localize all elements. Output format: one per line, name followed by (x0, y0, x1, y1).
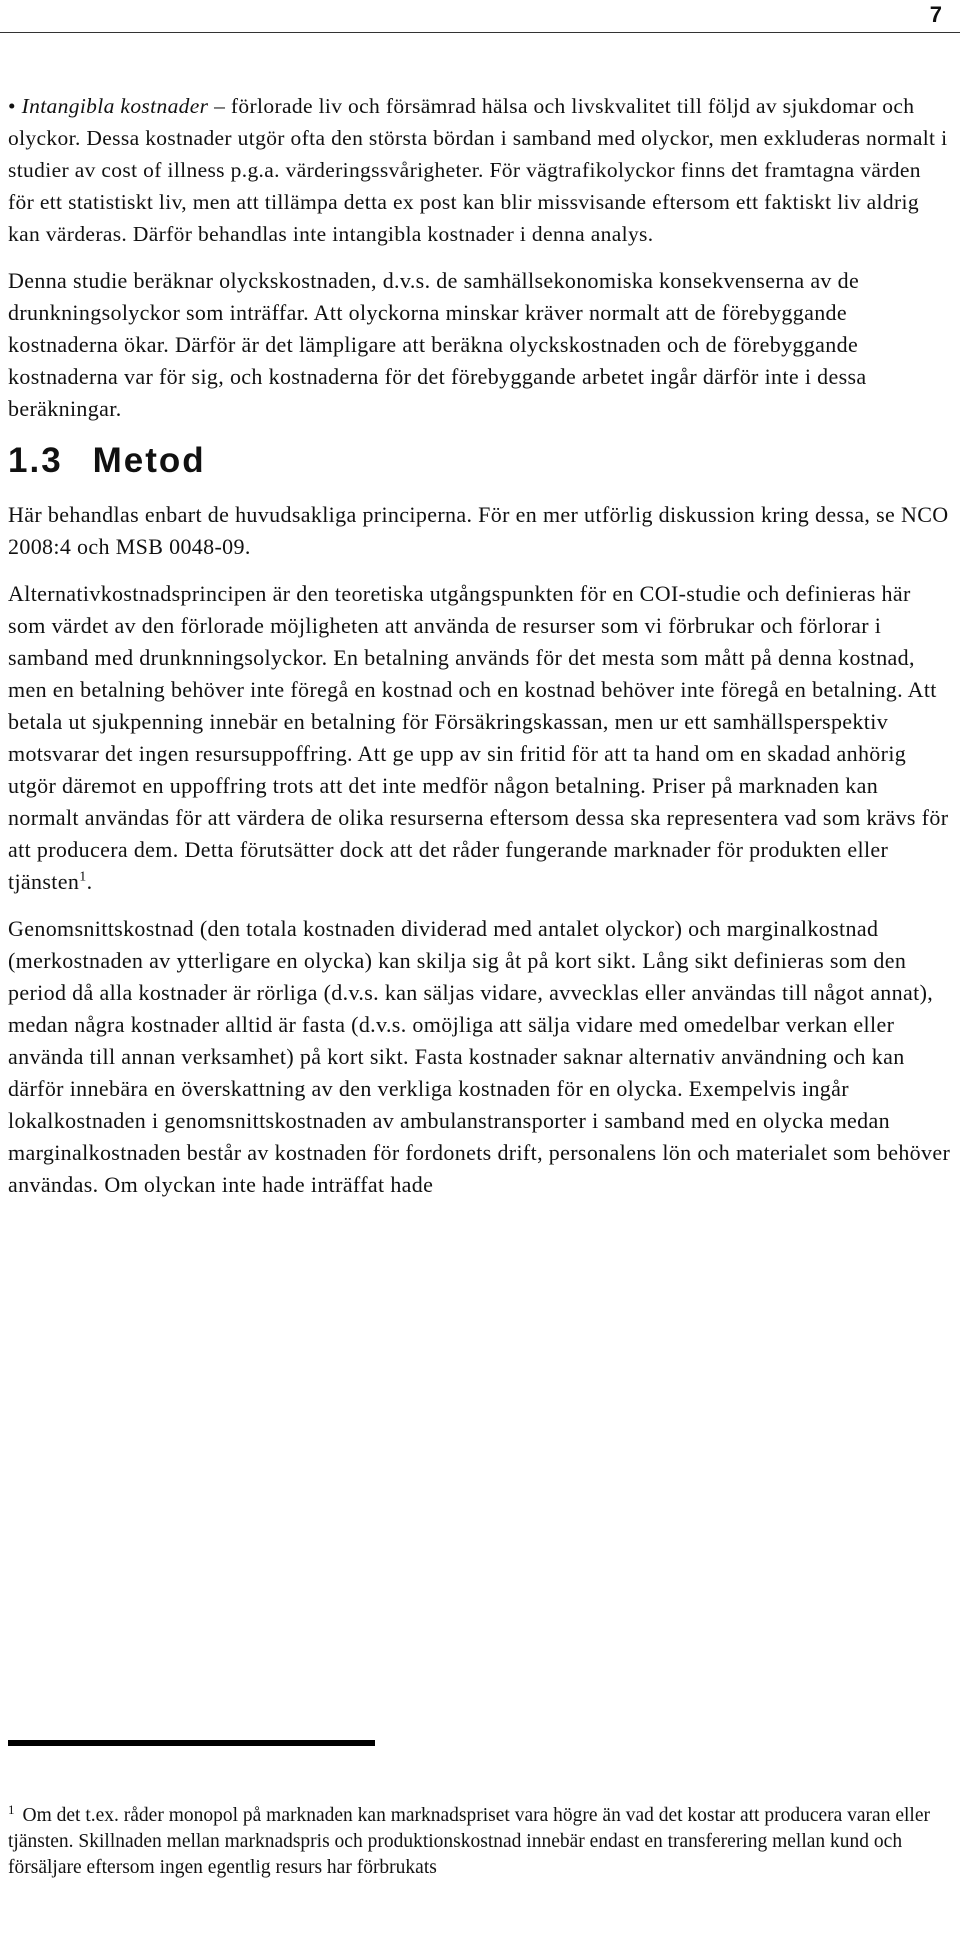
section-title: Metod (92, 441, 206, 480)
bullet-text: – förlorade liv och försämrad hälsa och livskvalitet till följd av sjukdomar och olyckor. Dessa kostnader utgör ofta den största bördan i samband med olyckor, men exkluderas normalt i studier av cost of illness p.g.a. värderingssvårigheter. För vägtrafikolyckor finns det framtagna värden för ett statistiskt liv, men att tillämpa detta ex post kan blir missvisande eftersom ett faktiskt liv aldrig kan värderas. Därför behandlas inte intangibla kostnader i denna analys. (8, 94, 948, 246)
document-body (8, 90, 952, 1201)
section-heading (8, 437, 952, 485)
header-rule (0, 32, 960, 33)
footnote-marker: 1 (8, 1801, 15, 1817)
page-header (0, 0, 960, 34)
paragraph-average-cost: Genomsnittskostnad (den totala kostnaden dividerad med antalet olyckor) och marginalkostnad (merkostnaden av ytterligare en olycka) kan skilja sig åt på kort sikt. Lång sikt definieras som den period då alla kostnader är rörliga (d.v.s. kan säljas vidare, avvecklas eller användas till något annat), medan några kostnader alltid är fasta (d.v.s. omöjliga att sälja vidare med omedelbar verkan eller använda till annan verksamhet) på kort sikt. Fasta kostnader saknar alternativ användning och kan därför innebära en överskattning av den verkliga kostnaden för en olycka. Exempelvis ingår lokalkostnaden i genomsnittskostnaden av ambulanstransporter i samband med en olycka medan marginalkostnaden består av kostnaden för fordonets drift, personalens lön och materialet som behöver användas. Om olyckan inte hade inträffat hade (8, 916, 951, 1197)
paragraph-study: Denna studie beräknar olyckskostnaden, d.v.s. de samhällsekonomiska konsekvenserna av de drunkningsolyckor som inträffar. Att olyckorna minskar kräver normalt att de förebyggande kostnaderna ökar. Därför är det lämpligare att beräkna olyckskostnaden och de förebyggande kostnaderna var för sig, och kostnaderna för det förebyggande arbetet ingår därför inte i dessa beräkningar. (8, 268, 867, 421)
paragraph-intro: Här behandlas enbart de huvudsakliga principerna. För en mer utförlig diskussion kring dessa, se NCO 2008:4 och MSB 0048-09. (8, 502, 949, 559)
bullet-symbol: • (8, 94, 16, 118)
footnote-reference[interactable]: 1 (79, 869, 87, 885)
paragraph-alternative-tail: . (86, 869, 93, 894)
paragraph-alternative-cost (8, 578, 952, 898)
paragraph-alternative-text: Alternativkostnadsprincipen är den teoretiska utgångspunkten för en COI-studie och definieras här som värdet av den förlorade möjligheten att använda de resurser som vi förbrukar och förlorar i samband med drunknningsolyckor. En betalning används för det mesta som mått på denna kostnad, men en betalning behöver inte föregå en kostnad och en kostnad behöver inte föregå en betalning. Att betala ut sjukpenning innebär en betalning för Försäkringskassan, men ur ett samhällsperspektiv motsvarar det ingen resursuppoffring. Att ge upp av sin fritid för att ta hand om en skadad anhörig utgör däremot en uppoffring trots att det inte medför någon betalning. Priser på marknaden kan normalt användas för att värdera de olika resurserna eftersom dessa ska representera vad som krävs för att producera dem. Detta förutsätter dock att det råder fungerande marknader för produkten eller tjänsten (8, 581, 949, 894)
bullet-label: Intangibla kostnader (21, 94, 209, 118)
page-number: 7 (929, 2, 942, 27)
footnote (8, 1803, 938, 1881)
footnote-separator (8, 1740, 375, 1746)
footnote-text: Om det t.ex. råder monopol på marknaden kan marknadspriset vara högre än vad det kostar att producera varan eller tjänsten. Skillnaden mellan marknadspris och produktionskostnad innebär endast en transferering mellan kund och försäljare eftersom ingen egentlig resurs har förbrukats (8, 1805, 930, 1878)
section-number: 1.3 (8, 441, 63, 480)
bullet-intangible-costs (8, 90, 952, 250)
